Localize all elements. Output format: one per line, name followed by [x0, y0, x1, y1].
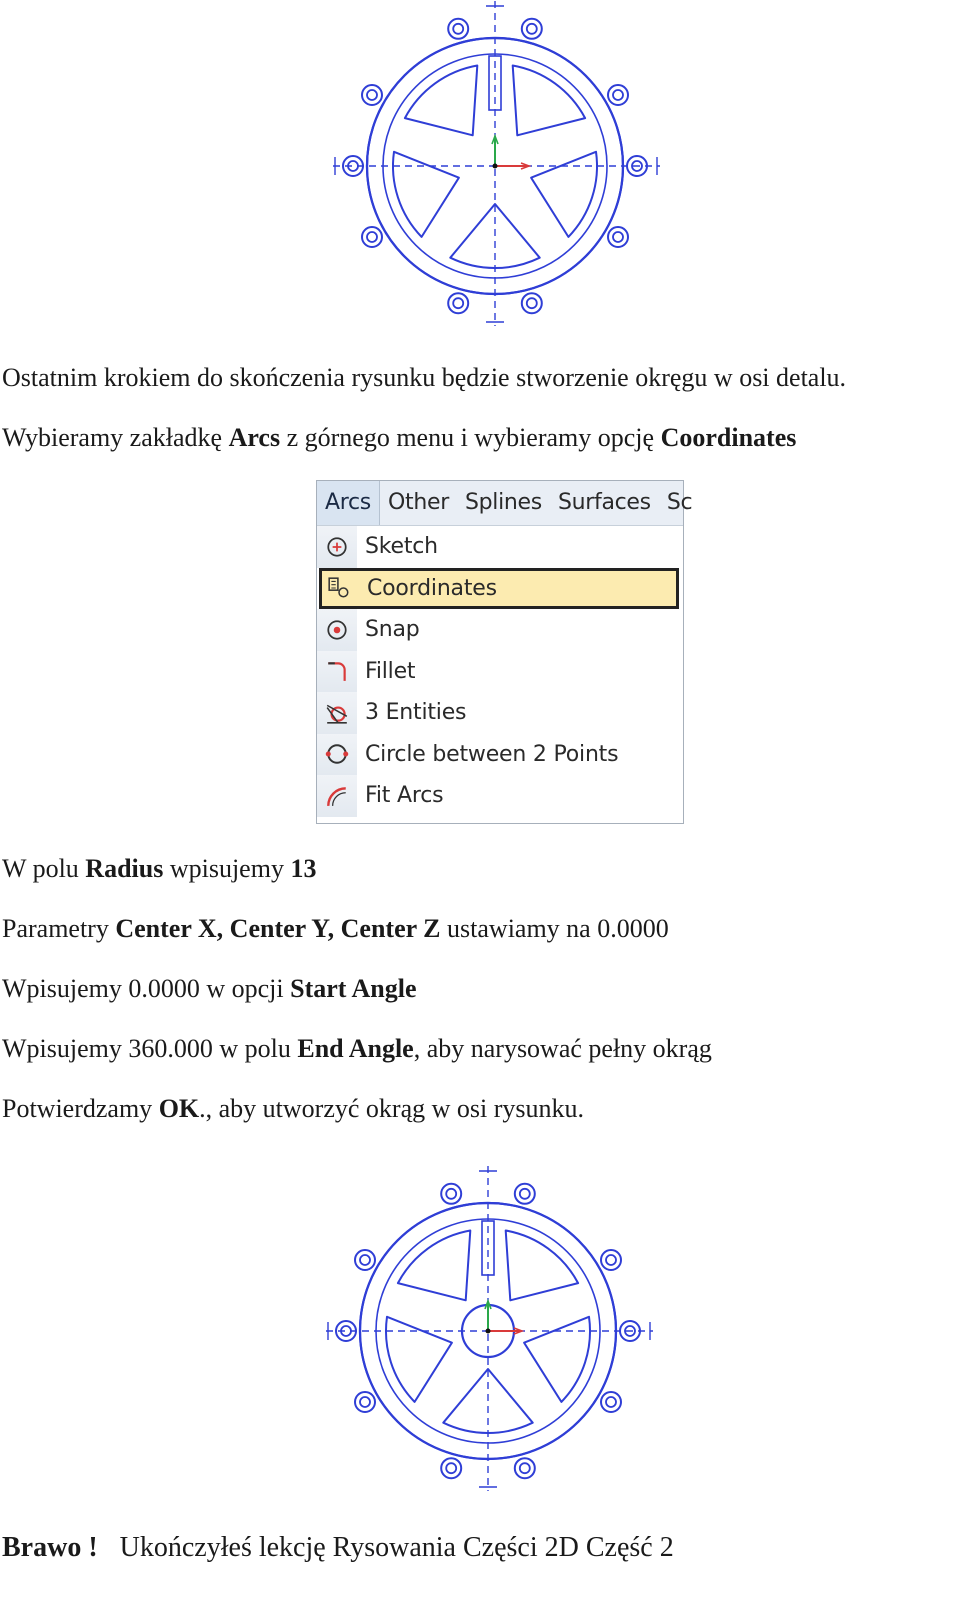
bolt-lug	[522, 19, 542, 39]
sketch-arc-icon	[317, 526, 357, 568]
menu-item-label: 3 Entities	[365, 700, 467, 726]
bolt-lug	[355, 1250, 375, 1270]
tab-sc[interactable]: Sc	[666, 490, 693, 515]
bolt-lug	[608, 85, 628, 105]
spoke-window	[513, 66, 585, 136]
three-entities-icon	[317, 692, 357, 734]
spoke-window	[524, 1317, 590, 1402]
menu-item-3-entities[interactable]	[317, 692, 683, 734]
menu-item-label: Fit Arcs	[365, 783, 444, 809]
spoke-window	[398, 1231, 470, 1301]
spoke-window	[393, 152, 459, 237]
menu-item-circle-between-2-points[interactable]	[317, 734, 683, 776]
spoke-window	[405, 66, 477, 136]
fillet-icon	[317, 651, 357, 693]
arcs-menu-screenshot	[316, 480, 693, 824]
coordinates-arc-icon	[319, 568, 359, 610]
bolt-lug	[601, 1250, 621, 1270]
paragraph-radius: W polu Radius wpisujemy 13	[2, 854, 317, 883]
menu-item-sketch[interactable]	[317, 526, 683, 568]
paragraph-center: Parametry Center X, Center Y, Center Z ustawiamy na 0.0000	[2, 914, 669, 943]
origin-point	[493, 164, 498, 169]
bolt-lug	[448, 293, 468, 313]
menu-item-coordinates[interactable]	[319, 568, 679, 610]
paragraph-end-angle: Wpisujemy 360.000 w polu End Angle, aby narysować pełny okrąg	[2, 1034, 712, 1063]
menu-item-label: Sketch	[365, 534, 438, 560]
bolt-lug	[601, 1392, 621, 1412]
bolt-lug	[522, 293, 542, 313]
bolt-lug	[355, 1392, 375, 1412]
paragraph-congrats: Brawo ! Ukończyłeś lekcję Rysowania Części 2D Część 2	[2, 1532, 674, 1563]
menu-tab-bar	[317, 481, 693, 526]
tab-splines[interactable]: Splines	[464, 490, 542, 515]
paragraph-start-angle: Wpisujemy 0.0000 w opcji Start Angle	[2, 974, 417, 1003]
bolt-lug	[441, 1184, 461, 1204]
arcs-menu-list	[317, 526, 683, 817]
paragraph-intro: Ostatnim krokiem do skończenia rysunku będzie stworzenie okręgu w osi detalu.	[2, 363, 847, 392]
menu-item-label: Snap	[365, 617, 420, 643]
paragraph-select-arcs: Wybieramy zakładkę Arcs z górnego menu i wybieramy opcję Coordinates	[2, 423, 797, 452]
spoke-window	[506, 1231, 578, 1301]
snap-arc-icon	[317, 609, 357, 651]
bolt-lug	[362, 227, 382, 247]
menu-item-label: Fillet	[365, 658, 416, 684]
spoke-window	[531, 152, 597, 237]
part-drawing-after	[313, 1165, 663, 1505]
origin-point	[486, 1329, 491, 1334]
menu-item-label: Circle between 2 Points	[365, 741, 619, 767]
bolt-lug	[515, 1184, 535, 1204]
circle-two-points-icon	[317, 734, 357, 776]
bolt-lug	[441, 1458, 461, 1478]
menu-item-snap[interactable]	[317, 609, 683, 651]
fit-arcs-icon	[317, 775, 357, 817]
bolt-lug	[608, 227, 628, 247]
menu-item-label: Coordinates	[367, 575, 497, 601]
part-drawing-before	[320, 0, 680, 340]
bolt-lug	[362, 85, 382, 105]
tab-surfaces[interactable]: Surfaces	[557, 490, 651, 515]
paragraph-confirm: Potwierdzamy OK., aby utworzyć okrąg w osi rysunku.	[2, 1094, 585, 1123]
menu-item-fit-arcs[interactable]	[317, 775, 683, 817]
spoke-window	[386, 1317, 452, 1402]
bolt-lug	[448, 19, 468, 39]
bolt-lug	[515, 1458, 535, 1478]
tab-other[interactable]: Other	[387, 490, 449, 515]
tab-arcs[interactable]: Arcs	[317, 481, 380, 525]
menu-item-fillet[interactable]	[317, 651, 683, 693]
